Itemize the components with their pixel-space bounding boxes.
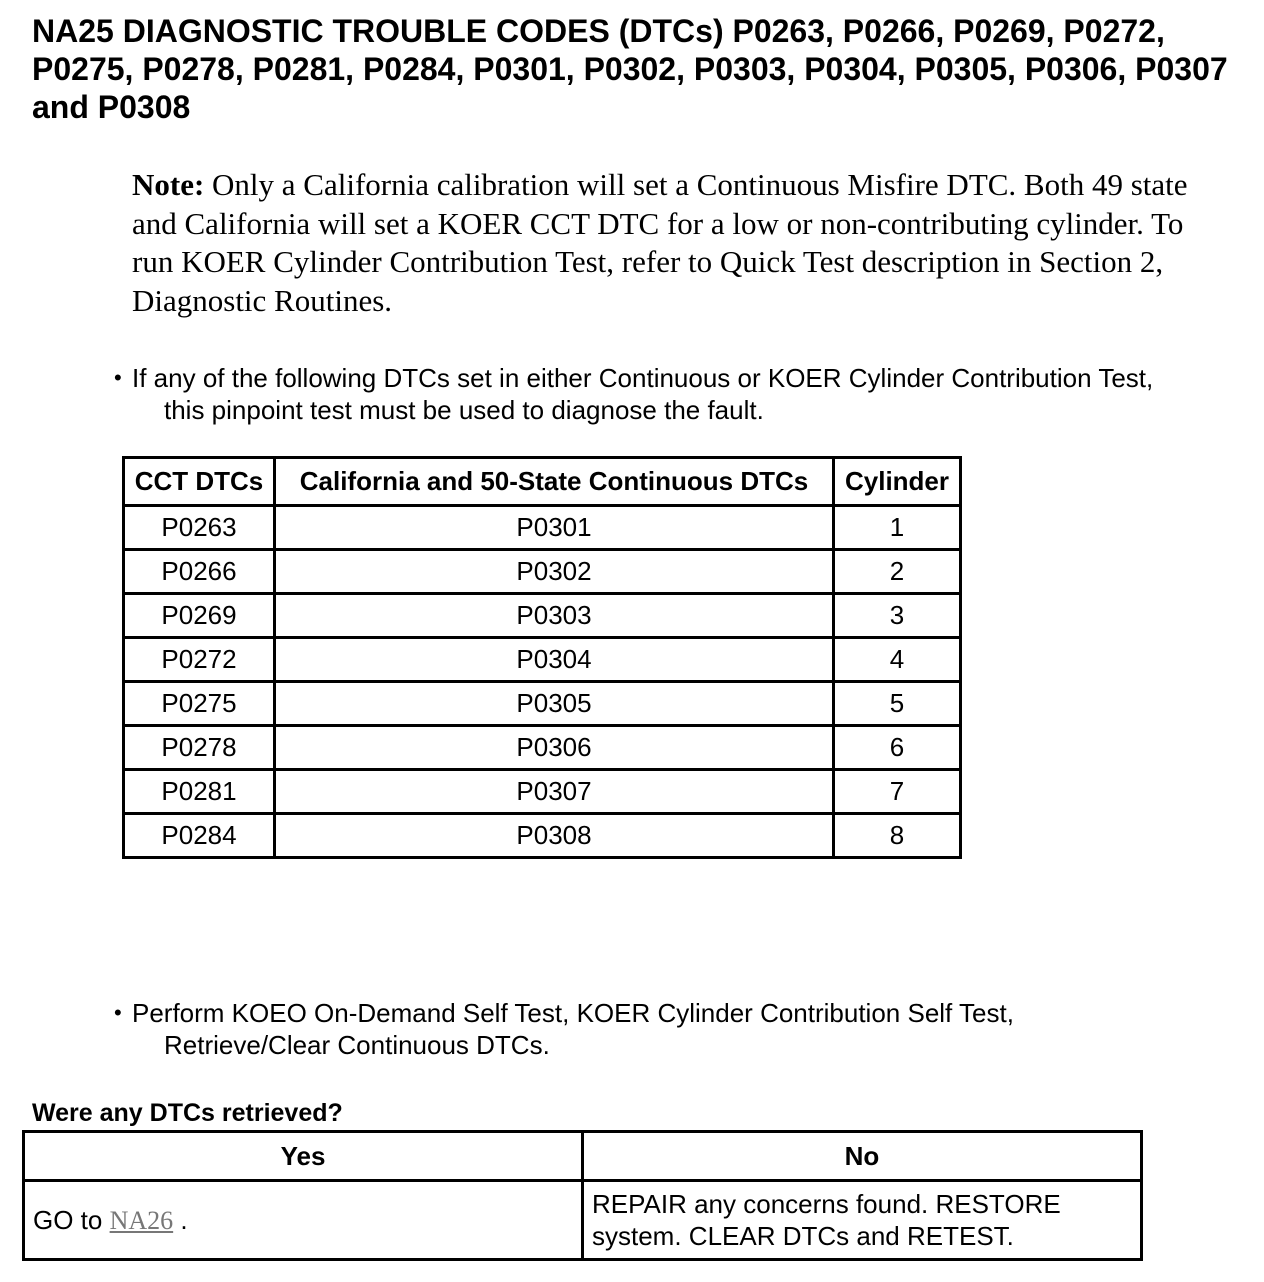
cct-dtc-cell: P0272 <box>124 638 275 682</box>
yes-prefix: GO to <box>33 1204 103 1235</box>
header-cylinder: Cylinder <box>834 458 961 506</box>
cct-dtc-cell: P0284 <box>124 814 275 858</box>
cylinder-cell: 5 <box>834 682 961 726</box>
decision-row <box>24 1181 1142 1260</box>
cct-dtc-cell: P0263 <box>124 506 275 550</box>
cylinder-cell: 1 <box>834 506 961 550</box>
table-row <box>124 770 961 814</box>
page-title: NA25 DIAGNOSTIC TROUBLE CODES (DTCs) P0263, P0266, P0269, P0272, P0275, P0278, P0281, P0284, P0301, P0302, P0303, P0304, P0305, P0306, P0307 and P0308 <box>32 13 1228 125</box>
header-continuous-dtcs: California and 50-State Continuous DTCs <box>275 458 834 506</box>
cct-dtc-cell: P0266 <box>124 550 275 594</box>
bullet-2-line-2: Retrieve/Clear Continuous DTCs. <box>164 1030 550 1060</box>
bullet-icon: • <box>114 365 122 390</box>
bullet-1-line-1: If any of the following DTCs set in either Continuous or KOER Cylinder Contribution Test, <box>132 363 1154 393</box>
table-row <box>124 682 961 726</box>
cylinder-cell: 2 <box>834 550 961 594</box>
instruction-bullet-1 <box>114 362 1254 426</box>
cct-dtc-cell: P0269 <box>124 594 275 638</box>
yes-action-cell <box>24 1181 583 1260</box>
table-row <box>124 726 961 770</box>
table-row <box>124 594 961 638</box>
continuous-dtc-cell: P0308 <box>275 814 834 858</box>
continuous-dtc-cell: P0306 <box>275 726 834 770</box>
continuous-dtc-cell: P0301 <box>275 506 834 550</box>
decision-table <box>22 1130 1143 1261</box>
header-cct-dtcs: CCT DTCs <box>124 458 275 506</box>
continuous-dtc-cell: P0307 <box>275 770 834 814</box>
table-row <box>124 814 961 858</box>
instruction-bullet-2 <box>114 997 1254 1061</box>
continuous-dtc-cell: P0302 <box>275 550 834 594</box>
no-action-line-2: system. CLEAR DTCs and RETEST. <box>592 1221 1014 1251</box>
cct-dtc-cell: P0281 <box>124 770 275 814</box>
bullet-icon: • <box>114 1000 122 1025</box>
continuous-dtc-cell: P0304 <box>275 638 834 682</box>
no-action-line-1: REPAIR any concerns found. RESTORE <box>592 1189 1061 1219</box>
table-row <box>124 550 961 594</box>
cylinder-cell: 6 <box>834 726 961 770</box>
decision-header-row <box>24 1132 1142 1181</box>
yes-suffix: . <box>180 1204 188 1235</box>
cct-dtc-cell: P0278 <box>124 726 275 770</box>
cylinder-cell: 3 <box>834 594 961 638</box>
note-text: Only a California calibration will set a Continuous Misfire DTC. Both 49 state and California will set a KOER CCT DTC for a low or non-contributing cylinder. To run KOER Cylinder Contribution Test, refer to Quick Test description in Section 2, Diagnostic Routines. <box>132 167 1188 318</box>
table-row <box>124 638 961 682</box>
no-header: No <box>583 1132 1142 1181</box>
cct-dtc-cell: P0275 <box>124 682 275 726</box>
cylinder-cell: 7 <box>834 770 961 814</box>
note-paragraph <box>132 166 1232 320</box>
decision-question: Were any DTCs retrieved? <box>32 1099 343 1127</box>
continuous-dtc-cell: P0303 <box>275 594 834 638</box>
no-action-cell <box>583 1181 1142 1260</box>
bullet-1-line-2: this pinpoint test must be used to diagnose the fault. <box>164 395 764 425</box>
table-row <box>124 506 961 550</box>
na26-link[interactable]: NA26 <box>109 1205 174 1235</box>
yes-header: Yes <box>24 1132 583 1181</box>
note-label: Note: <box>132 167 205 202</box>
bullet-2-line-1: Perform KOEO On-Demand Self Test, KOER Cylinder Contribution Self Test, <box>132 998 1014 1028</box>
continuous-dtc-cell: P0305 <box>275 682 834 726</box>
cylinder-cell: 8 <box>834 814 961 858</box>
cylinder-cell: 4 <box>834 638 961 682</box>
dtc-table <box>122 456 962 859</box>
dtc-table-header-row <box>124 458 961 506</box>
